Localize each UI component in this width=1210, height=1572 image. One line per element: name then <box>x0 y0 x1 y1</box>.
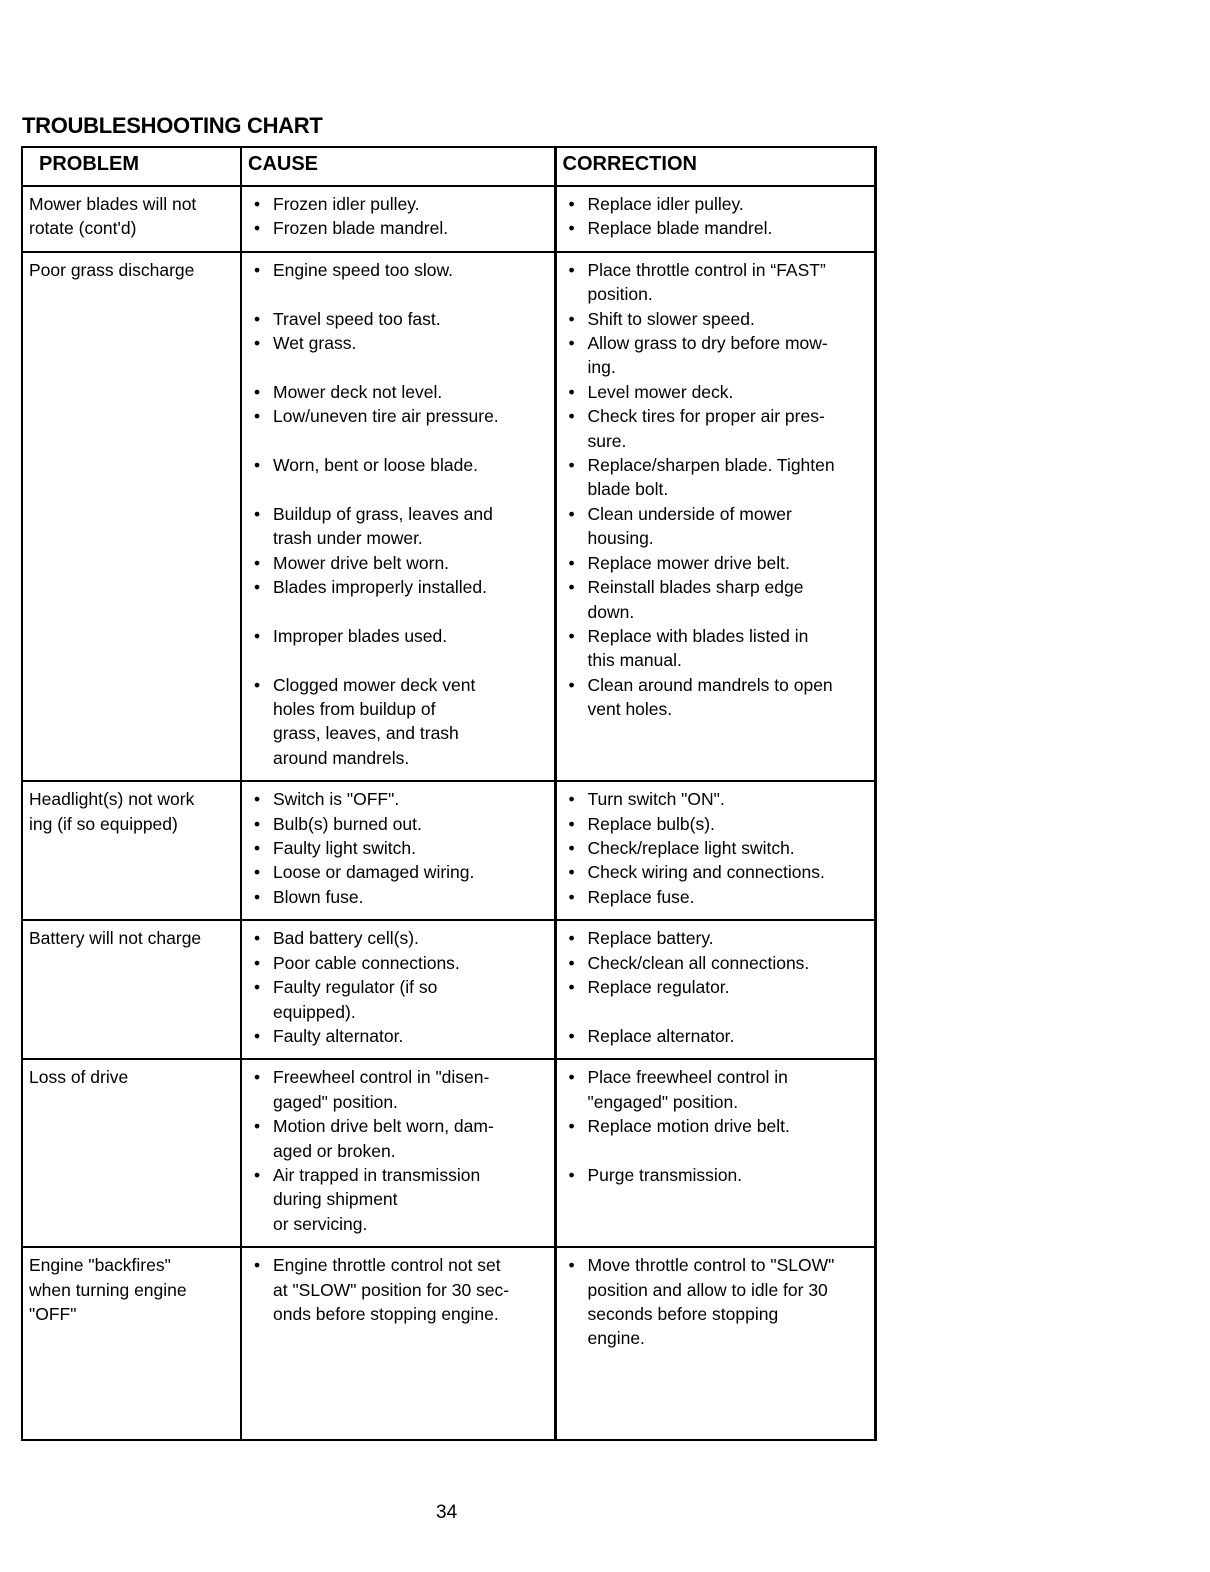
cause-cell <box>241 1059 555 1247</box>
bullet-icon: • <box>254 552 261 573</box>
correction-line: sure. <box>587 430 627 451</box>
table-row <box>22 252 875 781</box>
cause-line: Frozen blade mandrel. <box>273 218 449 239</box>
bullet-icon: • <box>254 455 261 476</box>
correction-line: housing. <box>587 528 654 549</box>
bullet-icon: • <box>254 1025 261 1046</box>
cause-item <box>248 812 550 836</box>
correction-item <box>563 1065 870 1114</box>
correction-item <box>563 1253 870 1351</box>
bullet-icon: • <box>568 194 575 214</box>
cause-item <box>248 1163 550 1236</box>
correction-line: Check/replace light switch. <box>587 838 795 859</box>
cause-item <box>248 1024 550 1048</box>
cause-item <box>248 951 550 975</box>
bullet-icon: • <box>568 977 575 998</box>
correction-line: position and allow to idle for 30 <box>587 1279 828 1300</box>
cause-item <box>248 551 550 575</box>
problem-line: rotate (cont'd) <box>29 218 137 239</box>
correction-cell <box>555 781 875 920</box>
bullet-icon: • <box>568 1164 575 1185</box>
bullet-icon: • <box>254 577 261 598</box>
cause-line: Faulty alternator. <box>273 1025 404 1046</box>
cause-line: at "SLOW" position for 30 sec- <box>273 1279 510 1300</box>
cause-line: Wet grass. <box>273 333 357 354</box>
problem-line: Headlight(s) not work <box>29 789 195 810</box>
cause-item <box>248 1253 550 1326</box>
correction-item <box>563 404 870 453</box>
cause-line: trash under mower. <box>273 528 423 549</box>
bullet-icon: • <box>254 333 261 354</box>
table-row <box>22 186 875 252</box>
cause-line: Engine speed too slow. <box>273 259 453 280</box>
cause-item <box>248 216 550 240</box>
correction-line: Replace mower drive belt. <box>587 552 790 573</box>
correction-line: "engaged" position. <box>587 1091 739 1112</box>
bullet-icon: • <box>568 503 575 524</box>
bullet-icon: • <box>254 406 261 427</box>
cause-item <box>248 975 550 1024</box>
bullet-icon: • <box>568 952 575 973</box>
cause-line: Poor cable connections. <box>273 952 460 973</box>
cause-line: during shipment <box>273 1189 398 1210</box>
correction-line: position. <box>587 284 653 305</box>
problem-cell <box>22 252 241 781</box>
bullet-icon: • <box>254 625 261 646</box>
cause-item <box>248 331 550 355</box>
correction-item <box>563 926 870 950</box>
page-number: 34 <box>436 1502 458 1523</box>
bullet-icon: • <box>254 1255 261 1276</box>
bullet-icon: • <box>568 625 575 646</box>
cause-cell <box>241 920 555 1059</box>
cause-line: Faulty regulator (if so <box>273 977 438 998</box>
spacer <box>563 1000 870 1024</box>
cause-line: equipped). <box>273 1001 356 1022</box>
bullet-icon: • <box>568 455 575 476</box>
cause-line: Loose or damaged wiring. <box>273 862 475 883</box>
spacer <box>248 282 550 306</box>
correction-cell <box>555 1247 875 1440</box>
cause-line: Blown fuse. <box>273 886 364 907</box>
correction-line: Check tires for proper air pres- <box>587 406 825 427</box>
correction-item <box>563 1114 870 1138</box>
correction-item <box>563 331 870 380</box>
correction-item <box>563 216 870 240</box>
problem-cell <box>22 1247 241 1440</box>
spacer <box>248 477 550 501</box>
cause-line: Improper blades used. <box>273 625 448 646</box>
bullet-icon: • <box>568 218 575 239</box>
cause-item <box>248 404 550 428</box>
cause-item <box>248 192 550 216</box>
problem-line: Loss of drive <box>29 1067 129 1088</box>
correction-line: Check/clean all connections. <box>587 952 810 973</box>
cause-line: Faulty light switch. <box>273 838 416 859</box>
correction-item <box>563 951 870 975</box>
cause-line: Switch is "OFF". <box>273 789 400 810</box>
bullet-icon: • <box>568 577 575 598</box>
correction-item <box>563 575 870 624</box>
problem-cell <box>22 186 241 252</box>
bullet-icon: • <box>254 838 261 859</box>
correction-item <box>563 624 870 673</box>
cause-item <box>248 836 550 860</box>
spacer <box>248 648 550 672</box>
correction-item <box>563 673 870 722</box>
cause-line: grass, leaves, and trash <box>273 723 459 744</box>
cause-line: Bad battery cell(s). <box>273 928 419 949</box>
bullet-icon: • <box>568 333 575 354</box>
bullet-icon: • <box>254 789 261 810</box>
bullet-icon: • <box>254 381 261 402</box>
bullet-icon: • <box>568 674 575 695</box>
spacer <box>563 1139 870 1163</box>
correction-line: down. <box>587 601 635 622</box>
correction-line: Replace alternator. <box>587 1025 735 1046</box>
cause-line: Mower deck not level. <box>273 381 443 402</box>
correction-line: Replace bulb(s). <box>587 813 715 834</box>
correction-line: seconds before stopping <box>587 1303 779 1324</box>
correction-line: engine. <box>587 1328 645 1349</box>
correction-item <box>563 812 870 836</box>
correction-line: Clean around mandrels to open <box>587 674 833 695</box>
correction-line: Purge transmission. <box>587 1164 743 1185</box>
cause-item <box>248 885 550 909</box>
correction-cell <box>555 252 875 781</box>
cause-header: CAUSE <box>241 147 555 186</box>
bullet-icon: • <box>568 308 575 329</box>
bullet-icon: • <box>568 862 575 883</box>
spacer <box>248 599 550 623</box>
cause-item <box>248 787 550 811</box>
cause-line: Worn, bent or loose blade. <box>273 455 478 476</box>
header-row <box>22 147 875 186</box>
bullet-icon: • <box>568 886 575 907</box>
table-row <box>22 1059 875 1247</box>
correction-line: Place throttle control in “FAST” <box>587 259 826 280</box>
correction-line: Replace motion drive belt. <box>587 1116 790 1137</box>
correction-line: vent holes. <box>587 699 673 720</box>
correction-line: Replace regulator. <box>587 977 730 998</box>
correction-item <box>563 1163 870 1187</box>
cause-line: Frozen idler pulley. <box>273 194 420 214</box>
problem-line: Battery will not charge <box>29 928 202 949</box>
correction-item <box>563 192 870 216</box>
cause-line: gaged" position. <box>273 1091 398 1112</box>
correction-item <box>563 453 870 502</box>
spacer <box>248 429 550 453</box>
bullet-icon: • <box>568 1255 575 1276</box>
cause-line: Motion drive belt worn, dam- <box>273 1116 494 1137</box>
correction-line: Check wiring and connections. <box>587 862 825 883</box>
correction-line: Shift to slower speed. <box>587 308 755 329</box>
bullet-icon: • <box>568 1116 575 1137</box>
correction-line: Place freewheel control in <box>587 1067 788 1088</box>
bullet-icon: • <box>568 406 575 427</box>
cause-item <box>248 926 550 950</box>
cause-cell <box>241 252 555 781</box>
cause-line: Clogged mower deck vent <box>273 674 476 695</box>
cause-item <box>248 1114 550 1163</box>
bullet-icon: • <box>254 952 261 973</box>
problem-cell <box>22 1059 241 1247</box>
cause-cell <box>241 1247 555 1440</box>
troubleshooting-table <box>21 146 877 1441</box>
correction-line: Replace idler pulley. <box>587 194 744 214</box>
correction-item <box>563 836 870 860</box>
correction-item <box>563 307 870 331</box>
bullet-icon: • <box>254 218 261 239</box>
cause-line: aged or broken. <box>273 1140 396 1161</box>
correction-item <box>563 258 870 307</box>
correction-line: ing. <box>587 357 616 378</box>
cause-line: around mandrels. <box>273 747 410 768</box>
correction-line: Turn switch "ON". <box>587 789 725 810</box>
bullet-icon: • <box>568 552 575 573</box>
bullet-icon: • <box>254 977 261 998</box>
table-body <box>22 186 875 1440</box>
bullet-icon: • <box>568 928 575 949</box>
correction-item <box>563 1024 870 1048</box>
cause-item <box>248 502 550 551</box>
correction-line: Replace/sharpen blade. Tighten <box>587 455 835 476</box>
correction-cell <box>555 1059 875 1247</box>
cause-line: Freewheel control in "disen- <box>273 1067 490 1088</box>
cause-line: Air trapped in transmission <box>273 1164 481 1185</box>
bullet-icon: • <box>568 259 575 280</box>
correction-header: CORRECTION <box>555 147 875 186</box>
bullet-icon: • <box>254 503 261 524</box>
cause-line: Buildup of grass, leaves and <box>273 503 493 524</box>
cause-item <box>248 258 550 282</box>
correction-item <box>563 975 870 999</box>
bullet-icon: • <box>568 813 575 834</box>
bullet-icon: • <box>254 1164 261 1185</box>
correction-line: Replace battery. <box>587 928 714 949</box>
correction-line: Allow grass to dry before mow- <box>587 333 828 354</box>
cause-line: Mower drive belt worn. <box>273 552 450 573</box>
chart-title: TROUBLESHOOTING CHART <box>22 113 323 138</box>
cause-line: onds before stopping engine. <box>273 1303 499 1324</box>
bullet-icon: • <box>254 928 261 949</box>
cause-line: Bulb(s) burned out. <box>273 813 422 834</box>
bullet-icon: • <box>568 381 575 402</box>
correction-cell <box>555 920 875 1059</box>
correction-line: Level mower deck. <box>587 381 734 402</box>
correction-item <box>563 860 870 884</box>
cause-cell <box>241 186 555 252</box>
cause-line: Engine throttle control not set <box>273 1255 501 1276</box>
problem-line: Poor grass discharge <box>29 259 195 280</box>
cause-line: Travel speed too fast. <box>273 308 441 329</box>
cause-item <box>248 380 550 404</box>
problem-line: "OFF" <box>29 1303 77 1324</box>
bullet-icon: • <box>254 813 261 834</box>
cause-line: holes from buildup of <box>273 699 436 720</box>
table-row <box>22 781 875 920</box>
cause-item <box>248 624 550 648</box>
problem-cell <box>22 920 241 1059</box>
correction-item <box>563 885 870 909</box>
problem-line: Mower blades will not <box>29 194 197 214</box>
correction-line: blade bolt. <box>587 479 669 500</box>
cause-line: Low/uneven tire air pressure. <box>273 406 499 427</box>
correction-item <box>563 551 870 575</box>
correction-item <box>563 502 870 551</box>
correction-line: Replace fuse. <box>587 886 695 907</box>
correction-line: Clean underside of mower <box>587 503 792 524</box>
correction-line: Reinstall blades sharp edge <box>587 577 804 598</box>
bullet-icon: • <box>254 862 261 883</box>
bullet-icon: • <box>568 1067 575 1088</box>
cause-item <box>248 673 550 771</box>
bullet-icon: • <box>254 308 261 329</box>
correction-line: Replace with blades listed in <box>587 625 809 646</box>
problem-line: when turning engine <box>29 1279 187 1300</box>
table-row <box>22 920 875 1059</box>
bullet-icon: • <box>254 674 261 695</box>
bullet-icon: • <box>254 1067 261 1088</box>
correction-cell <box>555 186 875 252</box>
cause-cell <box>241 781 555 920</box>
correction-item <box>563 787 870 811</box>
problem-cell <box>22 781 241 920</box>
table-row <box>22 1247 875 1440</box>
cause-item <box>248 453 550 477</box>
bullet-icon: • <box>254 259 261 280</box>
bullet-icon: • <box>254 194 261 214</box>
spacer <box>248 355 550 379</box>
cause-line: or servicing. <box>273 1213 368 1234</box>
correction-line: this manual. <box>587 650 682 671</box>
bullet-icon: • <box>568 789 575 810</box>
problem-line: ing (if so equipped) <box>29 813 178 834</box>
correction-line: Move throttle control to "SLOW" <box>587 1255 835 1276</box>
cause-line: Blades improperly installed. <box>273 577 487 598</box>
cause-item <box>248 575 550 599</box>
correction-line: Replace blade mandrel. <box>587 218 773 239</box>
cause-item <box>248 307 550 331</box>
problem-line: Engine "backfires" <box>29 1255 171 1276</box>
problem-header: PROBLEM <box>22 147 241 186</box>
bullet-icon: • <box>254 886 261 907</box>
bullet-icon: • <box>568 838 575 859</box>
bullet-icon: • <box>568 1025 575 1046</box>
bullet-icon: • <box>254 1116 261 1137</box>
correction-item <box>563 380 870 404</box>
cause-item <box>248 860 550 884</box>
cause-item <box>248 1065 550 1114</box>
